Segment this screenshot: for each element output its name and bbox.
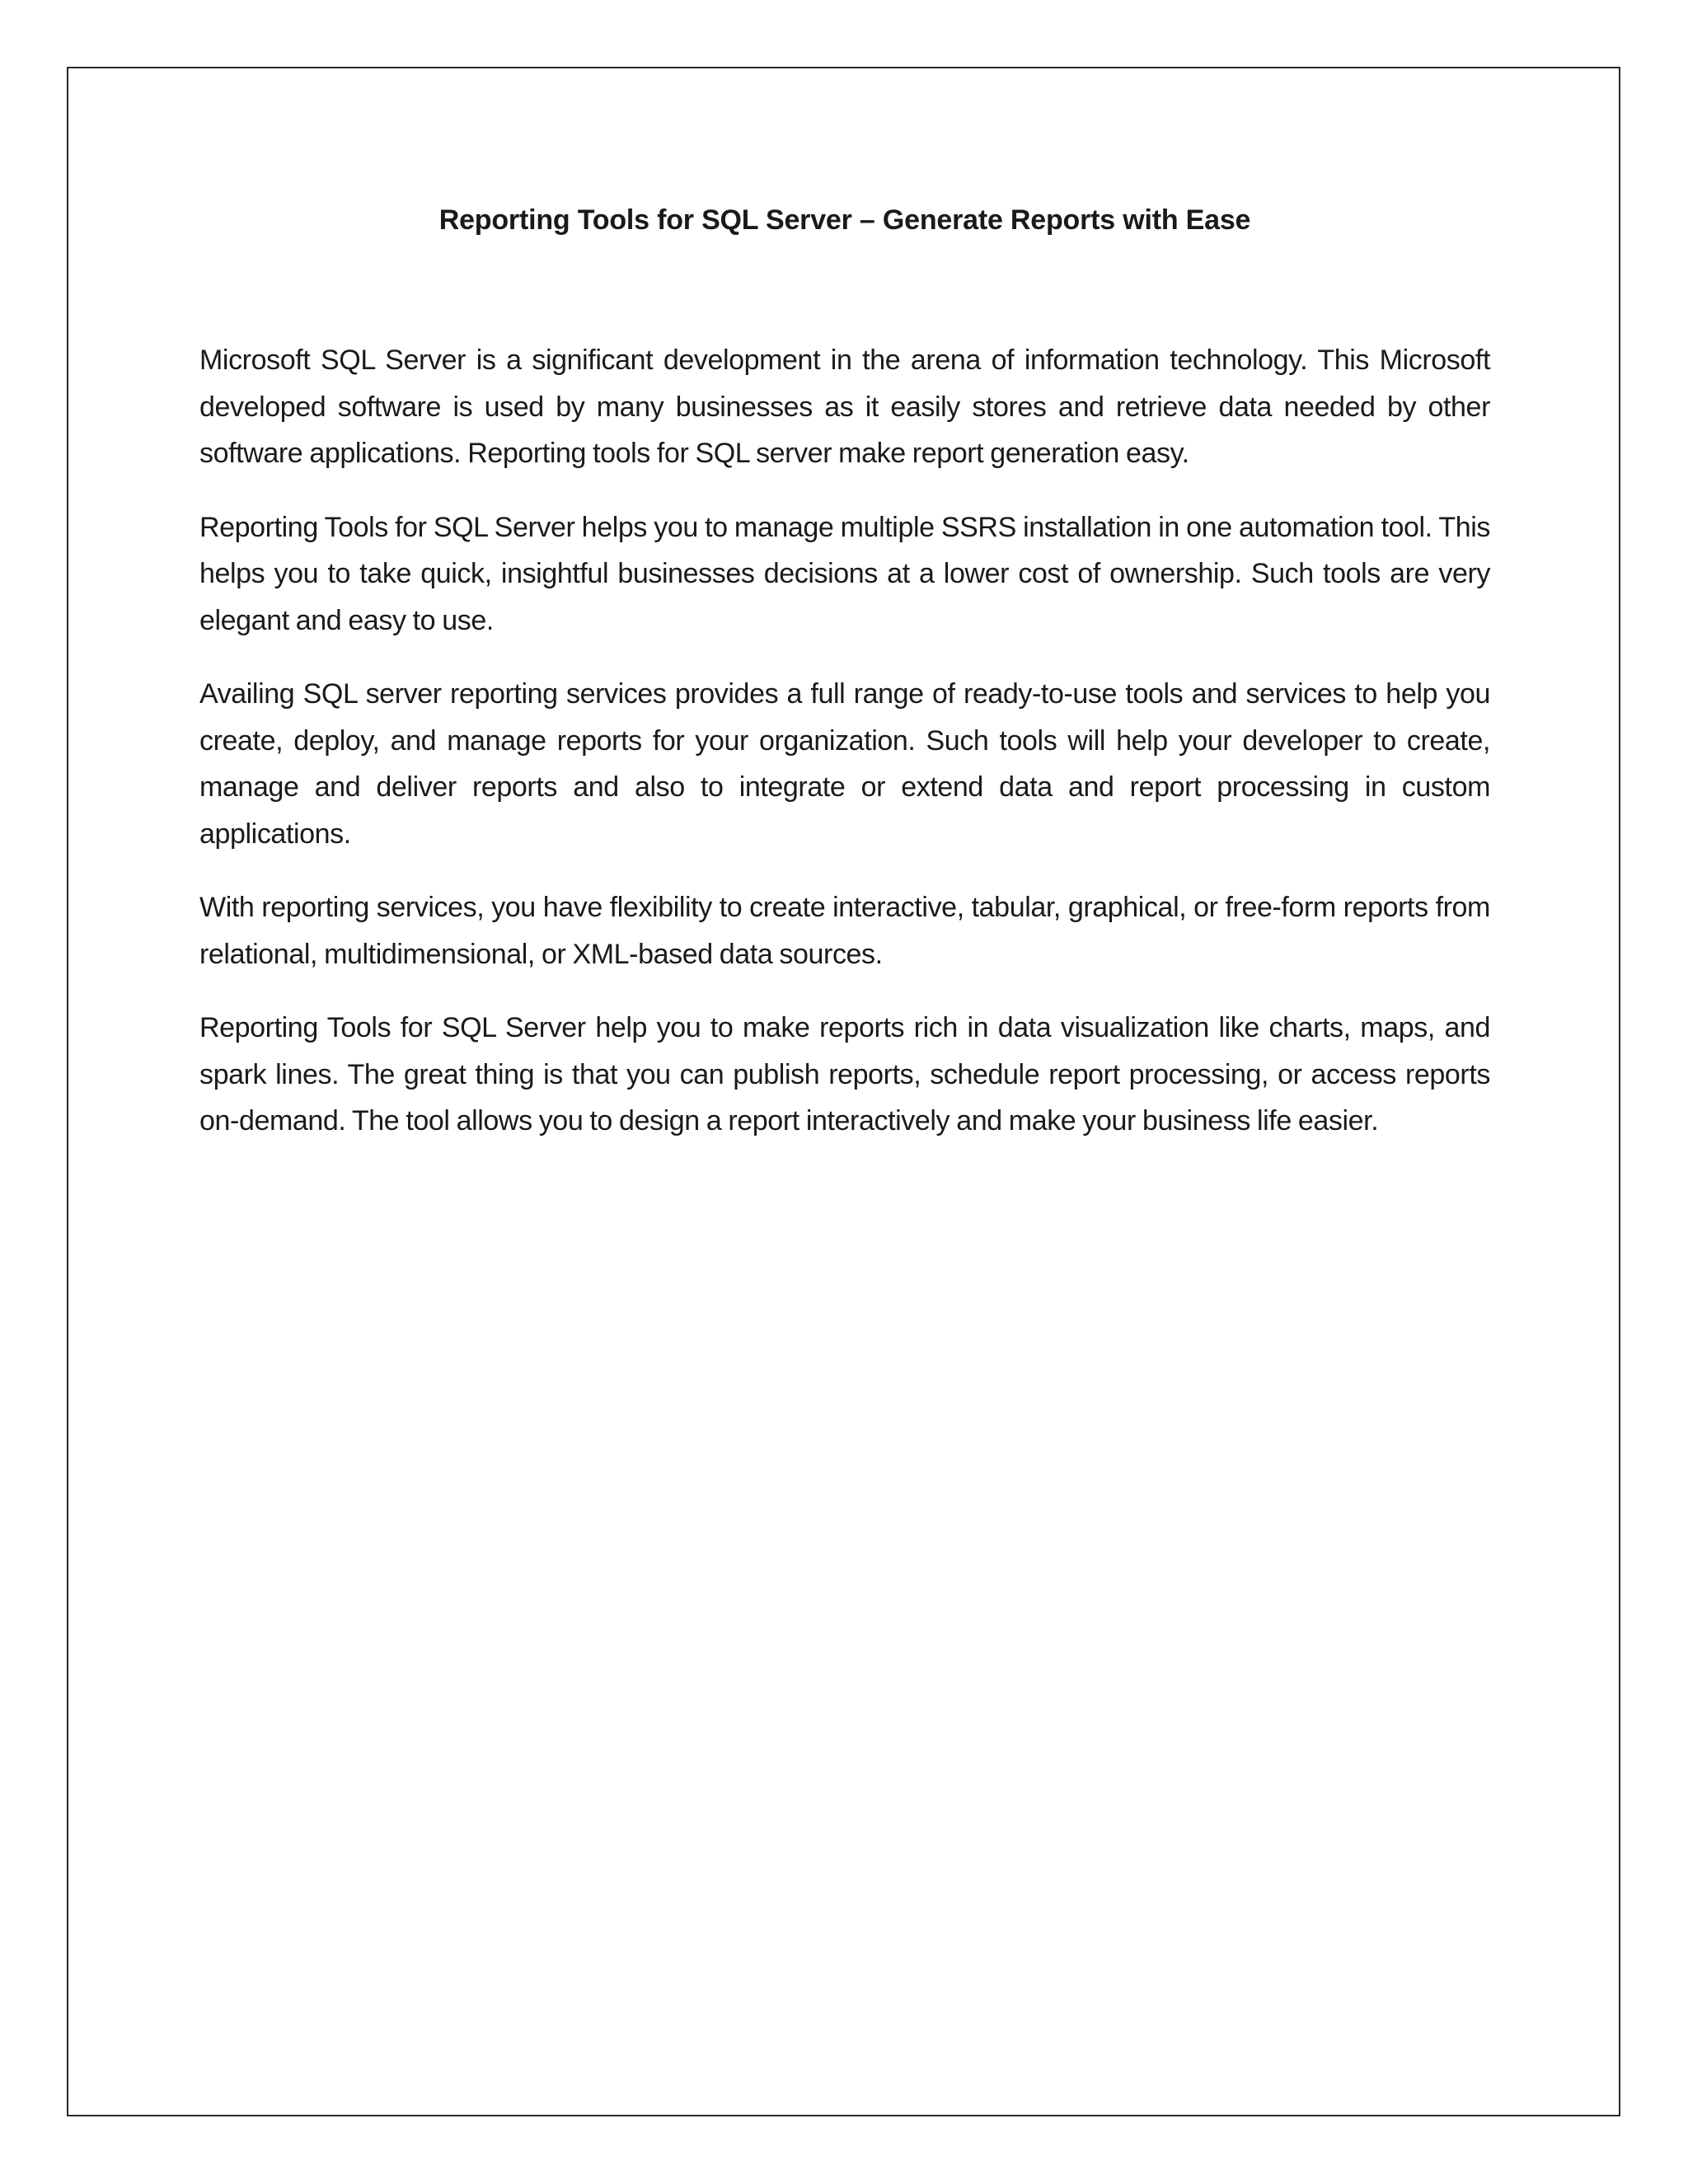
paragraph-2: Reporting Tools for SQL Server helps you to manage multiple SSRS installation in one automation tool. This helps you to take quick, insightful businesses decisions at a lower cost of ownership. Such tools are very elegant and easy to use. (199, 511, 1490, 636)
paragraph-5: Reporting Tools for SQL Server help you to make reports rich in data visualization like charts, maps, and spark lines. The great thing is that you can publish reports, schedule report processing, or access reports on-demand. The tool allows you to design a report interactively and make your business life easier. (199, 1012, 1490, 1137)
paragraph-1: Microsoft SQL Server is a significant development in the arena of information technology. This Microsoft developed software is used by many businesses as it easily stores and retrieve data needed by other software applications. Reporting tools for SQL server make report generation easy. (199, 344, 1490, 469)
paragraph-4: With reporting services, you have flexibility to create interactive, tabular, graphical, or free-form reports from relational, multidimensional, or XML-based data sources. (199, 892, 1490, 970)
paragraph-3: Availing SQL server reporting services provides a full range of ready-to-use tools and services to help you create, deploy, and manage reports for your organization. Such tools will help your developer to create, manage and deliver reports and also to integrate or extend data and report processing in custom applications. (199, 678, 1490, 850)
paragraph-list (199, 337, 1490, 1145)
document-title: Reporting Tools for SQL Server – Generate Reports with Ease (438, 204, 1251, 236)
document-body (199, 197, 1490, 1172)
